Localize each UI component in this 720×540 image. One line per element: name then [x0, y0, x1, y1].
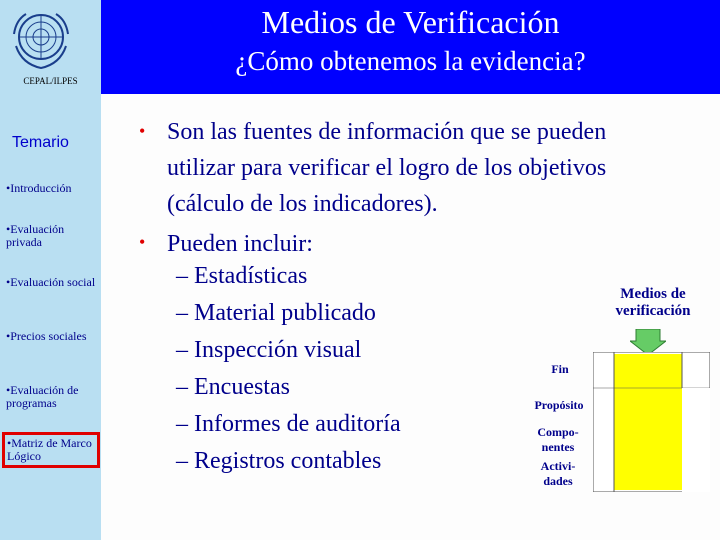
- row-label-proposito: Propósito: [534, 398, 584, 412]
- section-title: Temario: [12, 134, 69, 151]
- sidebar: [0, 0, 101, 540]
- diagram-label: Medios de verificación: [615, 286, 691, 319]
- nav-item-introduccion[interactable]: •Introducción: [6, 181, 72, 195]
- slide-title: Medios de Verificación: [261, 4, 560, 40]
- footnote-text: [6, 527, 96, 532]
- nav-item-precios-sociales[interactable]: •Precios sociales: [6, 329, 87, 343]
- bullet-dot: •: [139, 232, 146, 252]
- nav-item-evaluacion-social[interactable]: •Evaluación social: [6, 275, 96, 289]
- subitem-encuestas: – Encuestas: [176, 374, 290, 400]
- logframe-matrix: [593, 352, 710, 492]
- bullet-1-line-2: utilizar para verificar el logro de los objetivos: [167, 155, 607, 181]
- subitem-estadisticas: – Estadísticas: [176, 263, 308, 289]
- subitem-material-publicado: – Material publicado: [176, 300, 376, 326]
- subitem-registros-contables: – Registros contables: [176, 448, 382, 474]
- subitem-informes-auditoria: – Informes de auditoría: [176, 411, 401, 437]
- bullet-1-line-3: (cálculo de los indicadores).: [167, 191, 438, 217]
- subitem-inspeccion-visual: – Inspección visual: [176, 337, 362, 363]
- org-label: CEPAL/ILPES: [23, 76, 78, 86]
- bullet-1-line-1: Son las fuentes de información que se pueden: [167, 119, 607, 145]
- bullet-2: Pueden incluir:: [167, 231, 313, 257]
- row-label-fin: Fin: [551, 362, 569, 376]
- slide-subtitle: ¿Cómo obtenemos la evidencia?: [235, 46, 586, 76]
- nav-item-matriz-marco-logico[interactable]: •Matriz de Marco Lógico: [2, 432, 100, 468]
- nav-item-evaluacion-programas[interactable]: •Evaluación de programas: [6, 383, 79, 410]
- row-label-componentes: Compo- nentes: [537, 425, 579, 454]
- row-label-actividades: Activi- dades: [540, 459, 576, 488]
- bullet-dot: •: [139, 121, 146, 141]
- nav-item-evaluacion-privada[interactable]: •Evaluación privada: [6, 222, 65, 249]
- un-emblem-icon: [8, 6, 74, 72]
